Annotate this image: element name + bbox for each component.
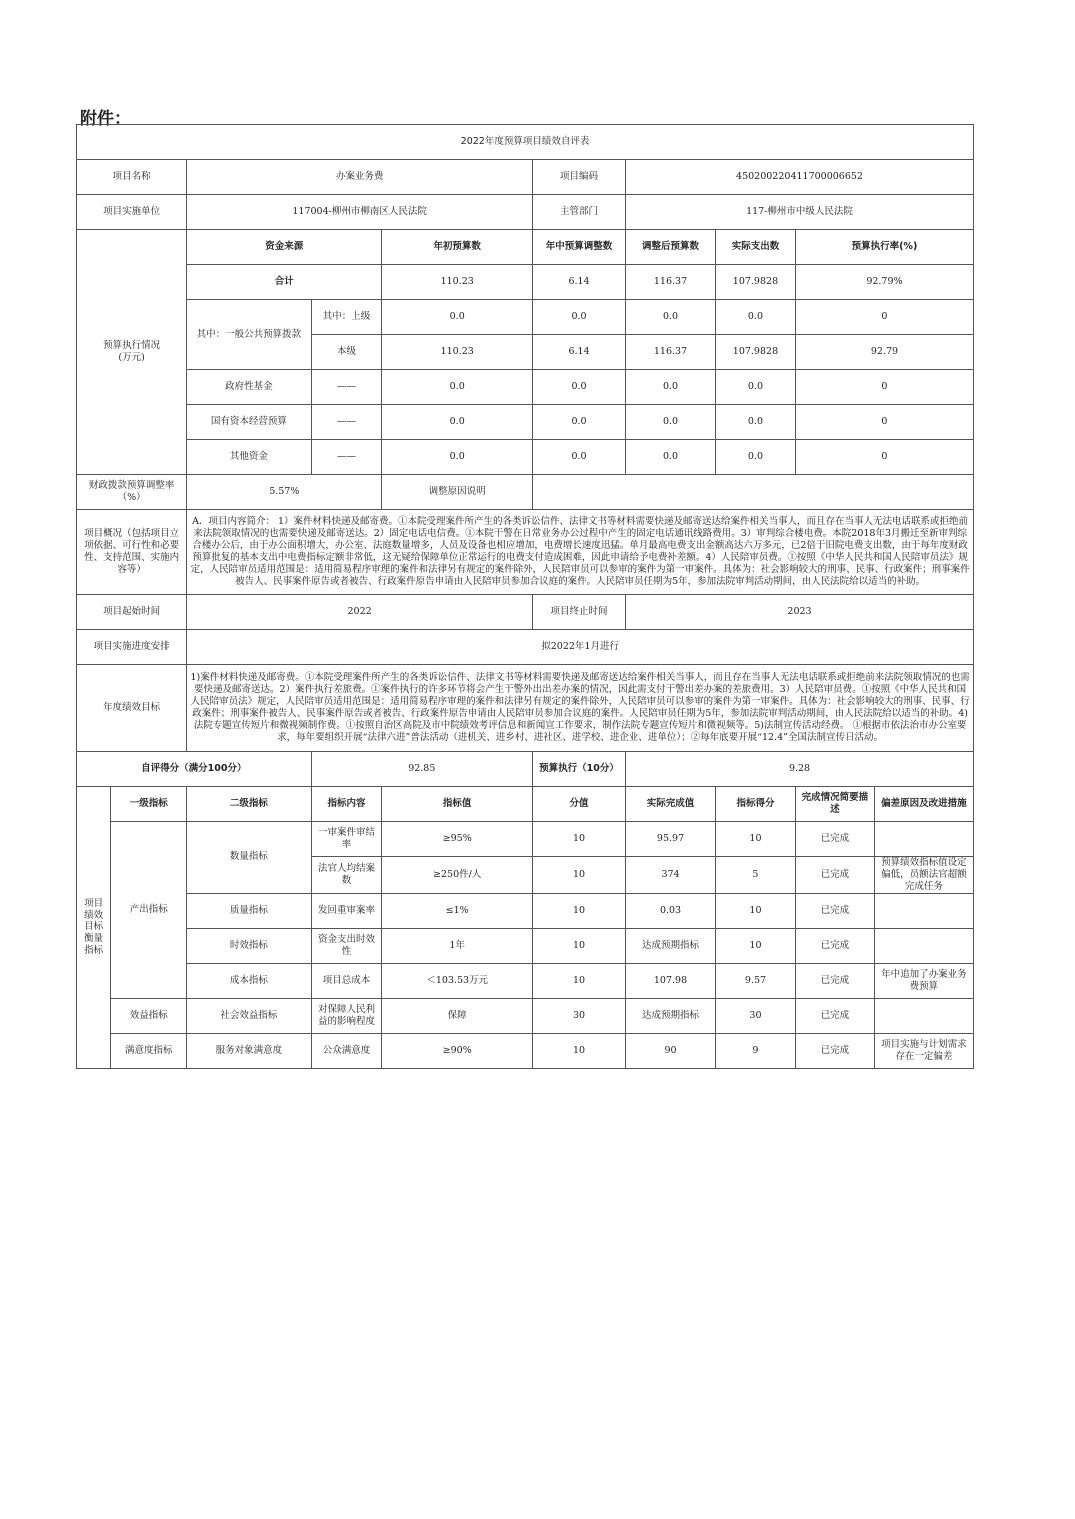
other-fund-adjust: 0.0: [533, 440, 626, 475]
local-adjust: 6.14: [533, 335, 626, 370]
col-exec-rate: 预算执行率(%): [795, 230, 973, 265]
local-actual: 107.9828: [716, 335, 796, 370]
indicator-reason: 项目实施与计划需求存在一定偏差: [874, 1033, 973, 1068]
indicator-actual: 90: [626, 1033, 716, 1068]
soe-adjust: 0.0: [533, 405, 626, 440]
self-evaluation-table: [76, 124, 974, 1069]
indicator-reason: [874, 893, 973, 928]
start-time-label: 项目起始时间: [77, 595, 187, 630]
indicator-target: ≥90%: [382, 1033, 533, 1068]
project-name: 办案业务费: [187, 160, 533, 195]
indicator-content: 法官人均结案数: [311, 857, 382, 894]
implementing-unit: 117004-柳州市柳南区人民法院: [187, 195, 533, 230]
indicator-content: 一审案件审结率: [311, 822, 382, 857]
indicator-target: ≥95%: [382, 822, 533, 857]
indicator-content: 对保障人民利益的影响程度: [311, 998, 382, 1033]
exec-score: 9.28: [626, 752, 974, 787]
adjust-rate-value: 5.57%: [187, 475, 382, 510]
adjust-rate-label: 财政拨款预算调整率（%）: [77, 475, 187, 510]
upper-actual: 0.0: [716, 300, 796, 335]
gov-fund-adjust: 0.0: [533, 370, 626, 405]
indicator-actual: 95.97: [626, 822, 716, 857]
indicator-score: 9: [716, 1033, 796, 1068]
soe-dash: ——: [311, 405, 382, 440]
general-budget-label: 其中：一般公共预算拨款: [187, 300, 311, 370]
adjust-reason-label: 调整原因说明: [382, 475, 533, 510]
project-code-label: 项目编码: [533, 160, 626, 195]
indicator-actual: 0.03: [626, 893, 716, 928]
progress-label: 项目实施进度安排: [77, 630, 187, 665]
gov-fund-initial: 0.0: [382, 370, 533, 405]
total-adjust: 6.14: [533, 265, 626, 300]
indicator-target: ≤1%: [382, 893, 533, 928]
gov-fund-adjusted: 0.0: [626, 370, 716, 405]
indicator-score: 9.57: [716, 963, 796, 998]
other-fund-adjusted: 0.0: [626, 440, 716, 475]
indicator-status: 已完成: [795, 893, 874, 928]
indicator-target: ≥250件/人: [382, 857, 533, 894]
col-level2: 二级指标: [187, 787, 311, 822]
supervising-dept-label: 主管部门: [533, 195, 626, 230]
upper-rate: 0: [795, 300, 973, 335]
indicator-score: 10: [716, 822, 796, 857]
self-score-label: 自评得分（满分100分）: [77, 752, 312, 787]
indicator-weight: 30: [533, 998, 626, 1033]
col-initial-budget: 年初预算数: [382, 230, 533, 265]
satisfaction-indicator-label: 满意度指标: [111, 1033, 187, 1068]
other-fund-actual: 0.0: [716, 440, 796, 475]
upper-level-label: 其中：上级: [311, 300, 382, 335]
cost-indicator-label: 成本指标: [187, 963, 311, 998]
self-score: 92.85: [311, 752, 532, 787]
indicator-actual: 107.98: [626, 963, 716, 998]
total-label: 合计: [187, 265, 382, 300]
overview-text: A．项目内容简介： 1）案件材料快递及邮寄费。①本院受理案件所产生的各类诉讼信件、法律文书等材料需要快递及邮寄送达给案件相关当事人，而且存在当事人无法电话联系或拒绝前来法院领取情况的也需要快递及邮寄送达。2）固定电话电信费。①本院干警在日常业务办公过程中产生的固定电话通讯线路费用。3）审判综合楼电费。本院2018年3月搬迁至新审判综合楼办公后，由于办公面积增大，办公室、法庭数量增多，人员及设备也相应增加，电费增长速度迅猛。单月最高电费支出金额高达六万多元，已2倍于旧院电费支出数，由于每年度财政预算批复的基本支出中电费指标定额非常低，这无疑给保障单位正常运行的电费支付造成困难，因此申请给予电费补差额。4）人民陪审员费。①按照《中华人民共和国人民陪审员法》规定，人民陪审员适用范围是：适用简易程序审理的案件和法律另有规定的案件除外，人民陪审员可以参审的案件为第一审案件。具体为：社会影响较大的刑事、民事、行政案件；刑事案件被告人、民事案件原告或者被告、行政案件原告申请由人民陪审员参加合议庭的案件。人民陪审员任期为5年，参加法院审判活动期间，由人民法院给以适当的补助。: [187, 510, 974, 595]
indicator-content: 项目总成本: [311, 963, 382, 998]
indicator-score: 5: [716, 857, 796, 894]
other-fund-initial: 0.0: [382, 440, 533, 475]
upper-adjusted: 0.0: [626, 300, 716, 335]
indicator-actual: 达成预期指标: [626, 928, 716, 963]
exec-score-label: 预算执行（10分）: [533, 752, 626, 787]
indicator-actual: 374: [626, 857, 716, 894]
indicator-weight: 10: [533, 963, 626, 998]
timeliness-indicator-label: 时效指标: [187, 928, 311, 963]
indicator-status: 已完成: [795, 928, 874, 963]
gov-fund-actual: 0.0: [716, 370, 796, 405]
total-actual: 107.9828: [716, 265, 796, 300]
supervising-dept: 117-柳州市中级人民法院: [626, 195, 974, 230]
indicator-status: 已完成: [795, 822, 874, 857]
benefit-indicator-label: 效益指标: [111, 998, 187, 1033]
local-rate: 92.79: [795, 335, 973, 370]
indicator-weight: 10: [533, 1033, 626, 1068]
soe-rate: 0: [795, 405, 973, 440]
col-adjusted-budget: 调整后预算数: [626, 230, 716, 265]
end-time: 2023: [626, 595, 974, 630]
indicator-reason: 预算绩效指标值设定偏低，员额法官超额完成任务: [874, 857, 973, 894]
upper-adjust: 0.0: [533, 300, 626, 335]
project-name-label: 项目名称: [77, 160, 187, 195]
indicator-target: ＜103.53万元: [382, 963, 533, 998]
indicator-reason: 年中追加了办案业务费预算: [874, 963, 973, 998]
indicator-status: 已完成: [795, 1033, 874, 1068]
indicator-status: 已完成: [795, 963, 874, 998]
form-title: 2022年度预算项目绩效自评表: [77, 125, 974, 160]
col-reason: 偏差原因及改进措施: [874, 787, 973, 822]
indicator-content: 资金支出时效性: [311, 928, 382, 963]
indicator-content: 发回重审案率: [311, 893, 382, 928]
indicator-reason: [874, 928, 973, 963]
progress-text: 拟2022年1月进行: [187, 630, 974, 665]
other-fund-dash: ——: [311, 440, 382, 475]
social-benefit-label: 社会效益指标: [187, 998, 311, 1033]
indicator-score: 10: [716, 928, 796, 963]
indicator-score: 30: [716, 998, 796, 1033]
indicator-reason: [874, 822, 973, 857]
quantity-indicator-label: 数量指标: [187, 822, 311, 894]
gov-fund-dash: ——: [311, 370, 382, 405]
col-score: 指标得分: [716, 787, 796, 822]
upper-initial: 0.0: [382, 300, 533, 335]
soe-budget-label: 国有资本经营预算: [187, 405, 311, 440]
indicator-status: 已完成: [795, 998, 874, 1033]
overview-label: 项目概况（包括项目立项依据、可行性和必要性、支持范围、实施内容等）: [77, 510, 187, 595]
col-content: 指标内容: [311, 787, 382, 822]
gov-fund-label: 政府性基金: [187, 370, 311, 405]
indicator-actual: 达成预期指标: [626, 998, 716, 1033]
indicator-target: 保障: [382, 998, 533, 1033]
indicator-reason: [874, 998, 973, 1033]
col-level1: 一级指标: [111, 787, 187, 822]
col-status: 完成情况简要描述: [795, 787, 874, 822]
indicator-status: 已完成: [795, 857, 874, 894]
quality-indicator-label: 质量指标: [187, 893, 311, 928]
total-rate: 92.79%: [795, 265, 973, 300]
project-code: 450200220411700006652: [626, 160, 974, 195]
output-indicator-label: 产出指标: [111, 822, 187, 999]
implementing-unit-label: 项目实施单位: [77, 195, 187, 230]
col-mid-adjust: 年中预算调整数: [533, 230, 626, 265]
service-satisfaction-label: 服务对象满意度: [187, 1033, 311, 1068]
local-initial: 110.23: [382, 335, 533, 370]
soe-initial: 0.0: [382, 405, 533, 440]
indicator-score: 10: [716, 893, 796, 928]
soe-actual: 0.0: [716, 405, 796, 440]
indicator-section-label: 项目绩效目标衡量指标: [77, 787, 111, 1069]
indicator-weight: 10: [533, 893, 626, 928]
adjust-reason: [533, 475, 974, 510]
start-time: 2022: [187, 595, 533, 630]
total-adjusted: 116.37: [626, 265, 716, 300]
budget-section-label: 预算执行情况 (万元): [77, 230, 187, 475]
local-adjusted: 116.37: [626, 335, 716, 370]
indicator-weight: 10: [533, 928, 626, 963]
col-actual: 实际完成值: [626, 787, 716, 822]
annual-goal-label: 年度绩效目标: [77, 665, 187, 752]
indicator-weight: 10: [533, 822, 626, 857]
other-fund-rate: 0: [795, 440, 973, 475]
indicator-target: 1年: [382, 928, 533, 963]
col-actual-spend: 实际支出数: [716, 230, 796, 265]
indicator-content: 公众满意度: [311, 1033, 382, 1068]
other-fund-label: 其他资金: [187, 440, 311, 475]
gov-fund-rate: 0: [795, 370, 973, 405]
col-weight: 分值: [533, 787, 626, 822]
indicator-weight: 10: [533, 857, 626, 894]
local-level-label: 本级: [311, 335, 382, 370]
attachment-label: 附件：: [80, 109, 131, 129]
col-target: 指标值: [382, 787, 533, 822]
total-initial: 110.23: [382, 265, 533, 300]
col-fund-source: 资金来源: [187, 230, 382, 265]
end-time-label: 项目终止时间: [533, 595, 626, 630]
annual-goal-text: 1)案件材料快递及邮寄费。①本院受理案件所产生的各类诉讼信件、法律文书等材料需要快递及邮寄送达给案件相关当事人，而且存在当事人无法电话联系或拒绝前来法院领取情况的也需要快递及邮寄送达。2）案件执行差旅费。①案件执行的许多环节将会产生干警外出出差办案的情况，因此需支付干警出差办案的差旅费用。3）人民陪审员费。①按照《中华人民共和国人民陪审员法》规定，人民陪审员适用范围是：适用简易程序审理的案件和法律另有规定的案件除外，人民陪审员可以参审的案件为第一审案件。具体为：社会影响较大的刑事、民事、行政案件；刑事案件被告人、民事案件原告或者被告、行政案件原告申请由人民陪审员参加合议庭的案件。人民陪审员任期为5年，参加法院审判活动期间，由人民法院给以适当的补助。4)法院专题宣传短片和微视频制作费。①按照自治区高院及市中院绩效考评信息和新闻宣工作要求，制作法院专题宣传短片和微视频等。5)法制宣传活动经费。 ①根据市依法治市办公室要求，每年要组织开展“法律六进”普法活动（进机关、进乡村、进社区、进学校、进企业、进单位）；②每年底要开展“12.4”全国法制宣传日活动。: [187, 665, 974, 752]
soe-adjusted: 0.0: [626, 405, 716, 440]
